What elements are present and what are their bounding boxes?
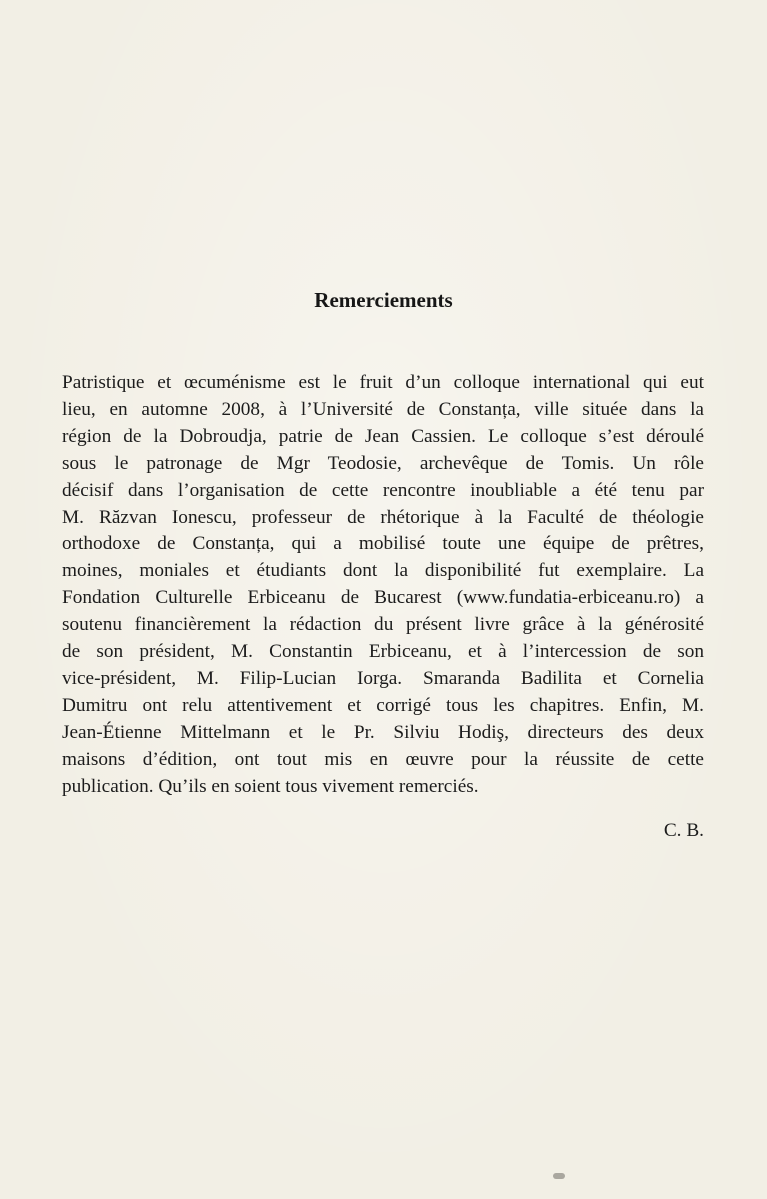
- paragraph-line: sous le patronage de Mgr Teodosie, archevêque de Tomis. Un rôle: [62, 452, 704, 474]
- paragraph-line: Fondation Culturelle Erbiceanu de Bucarest (www.fundatia-erbiceanu.ro) a: [62, 587, 704, 609]
- paragraph-line: région de la Dobroudja, patrie de Jean Cassien. Le colloque s’est déroulé: [62, 425, 704, 447]
- paragraph-line: maisons d’édition, ont tout mis en œuvre pour la réussite de cette: [62, 748, 704, 770]
- paragraph-line: décisif dans l’organisation de cette rencontre inoubliable a été tenu par: [62, 479, 704, 501]
- paragraph-line: vice-président, M. Filip-Lucian Iorga. Smaranda Badilita et Cornelia: [62, 667, 704, 689]
- paragraph-line: Patristique et œcuménisme est le fruit d’un colloque international qui eut: [62, 372, 704, 393]
- paragraph-line: Jean-Étienne Mittelmann et le Pr. Silviu Hodiş, directeurs des deux: [62, 721, 704, 743]
- acknowledgements-paragraph: [62, 370, 704, 801]
- paragraph-line: soutenu financièrement la rédaction du présent livre grâce à la générosité: [62, 614, 704, 636]
- paragraph-line: moines, moniales et étudiants dont la disponibilité fut exemplaire. La: [62, 560, 704, 582]
- paragraph-line: de son président, M. Constantin Erbiceanu, et à l’intercession de son: [62, 641, 704, 663]
- paragraph-line: Dumitru ont relu attentivement et corrigé tous les chapitres. Enfin, M.: [62, 694, 704, 716]
- paragraph-line: lieu, en automne 2008, à l’Université de Constanța, ville située dans la: [62, 398, 704, 420]
- paragraph-line: M. Răzvan Ionescu, professeur de rhétorique à la Faculté de théologie: [62, 506, 704, 528]
- paper-speck: [553, 1173, 565, 1179]
- page-title: Remerciements: [314, 288, 453, 312]
- paragraph-line: publication. Qu’ils en soient tous vivement remerciés.: [62, 775, 479, 797]
- paragraph-line: orthodoxe de Constanța, qui a mobilisé toute une équipe de prêtres,: [62, 533, 704, 555]
- signature-initials: C. B.: [663, 820, 704, 841]
